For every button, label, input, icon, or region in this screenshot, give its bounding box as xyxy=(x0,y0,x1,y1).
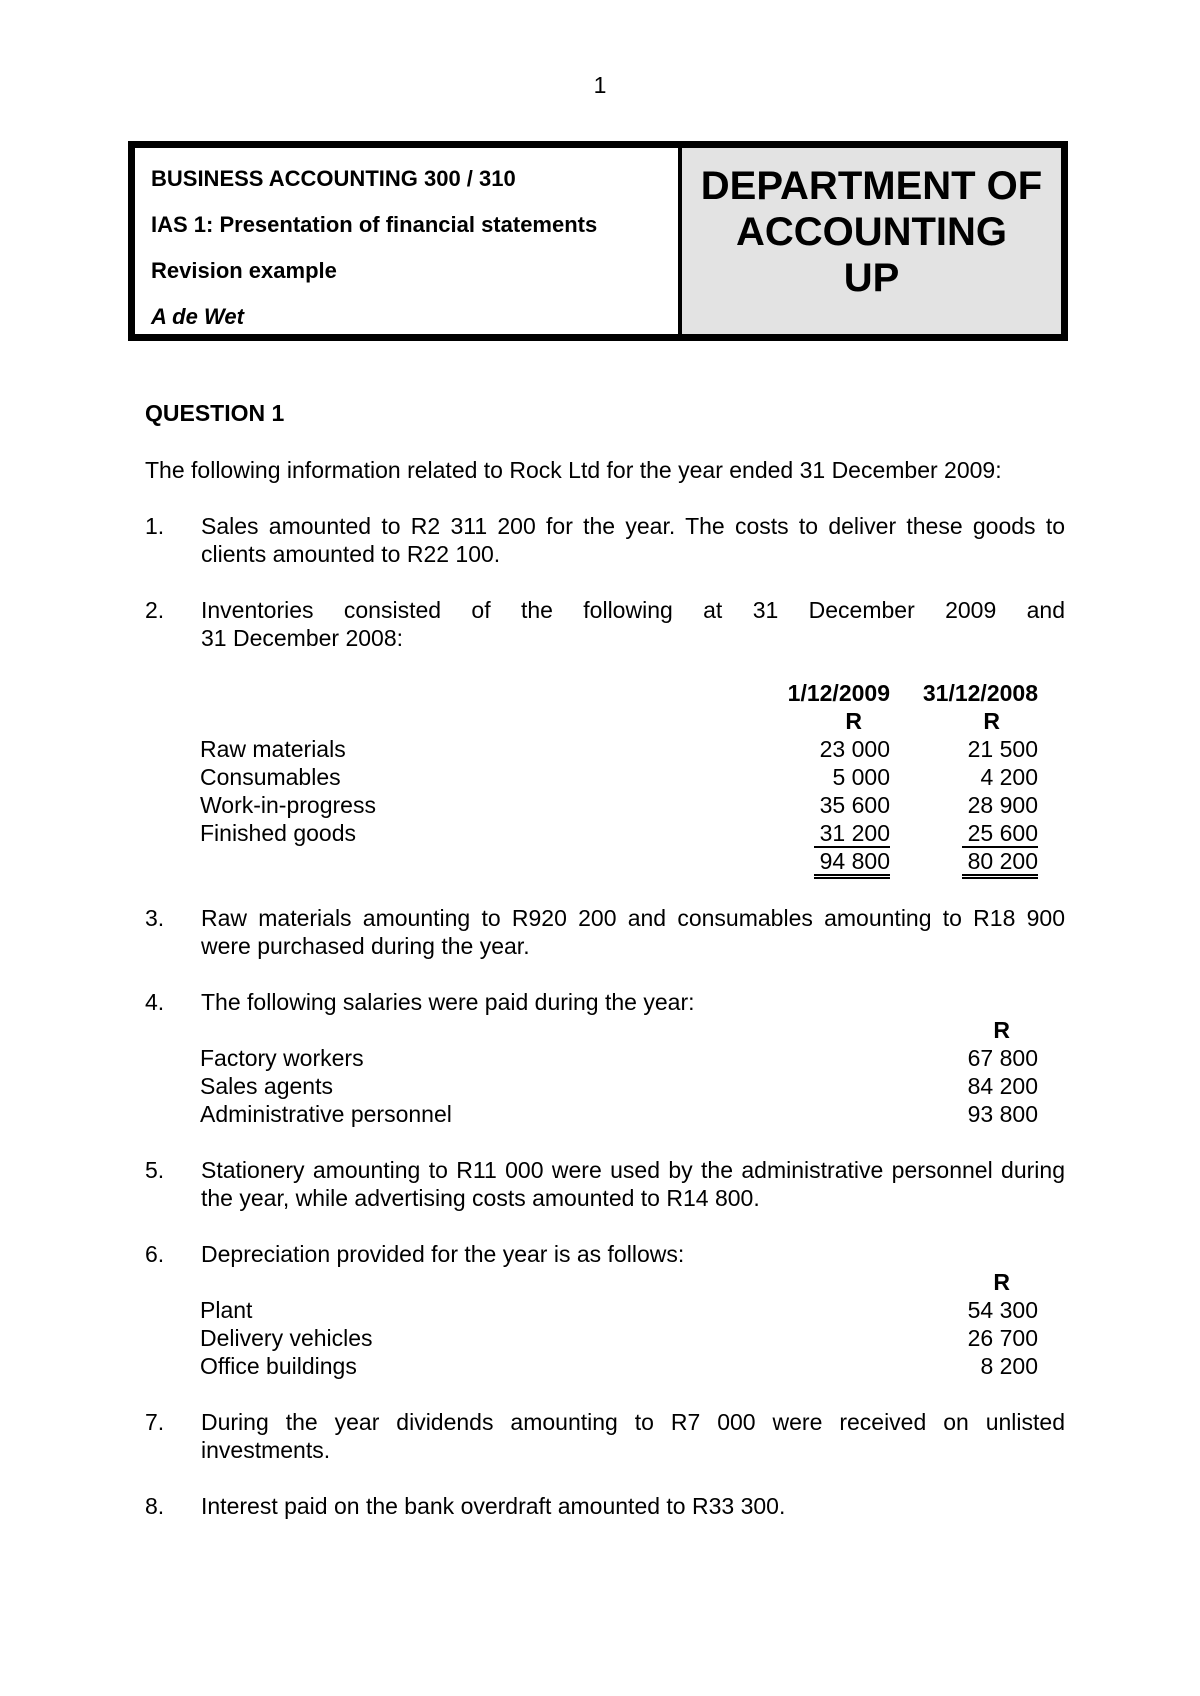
row-label: Consumables xyxy=(200,764,341,790)
item-text: Sales amounted to R2 311 200 for the year. The costs to deliver these goods to clients amounted to R22 100. xyxy=(201,513,1065,567)
total-value: 80 200 xyxy=(962,848,1038,879)
item-2 xyxy=(145,596,1065,652)
item-text: The following salaries were paid during the year: xyxy=(201,989,695,1015)
item-number: 2. xyxy=(145,597,165,623)
item-8 xyxy=(145,1492,1065,1520)
cell-value: 67 800 xyxy=(967,1045,1038,1071)
cell-value: 31 200 xyxy=(814,820,890,848)
row-label: Factory workers xyxy=(200,1045,364,1071)
row-label: Finished goods xyxy=(200,820,356,846)
department-label xyxy=(682,148,1061,334)
item-5 xyxy=(145,1156,1065,1212)
cell-value: 28 900 xyxy=(967,792,1038,818)
currency-label: R xyxy=(993,1017,1010,1043)
row-label: Plant xyxy=(200,1297,253,1323)
item-4 xyxy=(145,988,1065,1016)
cell-value: 4 200 xyxy=(980,764,1038,790)
cell-value: 26 700 xyxy=(967,1325,1038,1351)
column-header: 1/12/2009 xyxy=(787,680,890,706)
item-6 xyxy=(145,1240,1065,1268)
item-number: 3. xyxy=(145,905,165,931)
question-title: QUESTION 1 xyxy=(145,400,285,426)
course-title: BUSINESS ACCOUNTING 300 / 310 xyxy=(151,166,516,191)
currency-label: R xyxy=(983,708,1000,734)
item-text: Raw materials amounting to R920 200 and consumables amounting to R18 900 were purchased during the year. xyxy=(201,905,1065,959)
page-number: 1 xyxy=(593,72,607,98)
item-1 xyxy=(145,512,1065,568)
row-label: Delivery vehicles xyxy=(200,1325,373,1351)
cell-value: 23 000 xyxy=(819,736,890,762)
item-number: 4. xyxy=(145,989,165,1015)
item-number: 8. xyxy=(145,1493,165,1519)
item-number: 6. xyxy=(145,1241,165,1267)
currency-label: R xyxy=(993,1269,1010,1295)
cell-value: 5 000 xyxy=(832,764,890,790)
item-text: Stationery amounting to R11 000 were used by the administrative personnel during the year, while advertising costs amounted to R14 800. xyxy=(201,1157,1065,1211)
cell-value: 84 200 xyxy=(967,1073,1038,1099)
cell-value: 54 300 xyxy=(967,1297,1038,1323)
total-value: 94 800 xyxy=(814,848,890,879)
topic-title: IAS 1: Presentation of financial statements xyxy=(151,212,598,237)
course-header xyxy=(128,141,1068,341)
item-text: During the year dividends amounting to R7 000 were received on unlisted investments. xyxy=(201,1409,1065,1463)
cell-value: 8 200 xyxy=(980,1353,1038,1379)
document-type: Revision example xyxy=(151,258,337,283)
department-line-2: ACCOUNTING xyxy=(735,210,1008,254)
item-number: 1. xyxy=(145,513,165,539)
currency-label: R xyxy=(845,708,862,734)
row-label: Administrative personnel xyxy=(200,1101,452,1127)
item-text-line-1: Inventories consisted of the following at 31 December 2009 and xyxy=(201,597,1065,623)
department-line-1: DEPARTMENT OF xyxy=(700,164,1043,208)
author: A de Wet xyxy=(151,304,244,329)
row-label: Raw materials xyxy=(200,736,346,762)
item-text-line-2: 31 December 2008: xyxy=(201,625,404,651)
cell-value: 25 600 xyxy=(962,820,1038,848)
row-label: Sales agents xyxy=(200,1073,333,1099)
item-3 xyxy=(145,904,1065,960)
department-line-3: UP xyxy=(843,256,900,300)
item-text: Interest paid on the bank overdraft amounted to R33 300. xyxy=(201,1493,786,1519)
column-header: 31/12/2008 xyxy=(922,680,1038,706)
course-info xyxy=(135,148,682,334)
item-number: 7. xyxy=(145,1409,165,1435)
cell-value: 21 500 xyxy=(967,736,1038,762)
row-label: Office buildings xyxy=(200,1353,357,1379)
item-7 xyxy=(145,1408,1065,1464)
row-label: Work-in-progress xyxy=(200,792,376,818)
cell-value: 93 800 xyxy=(967,1101,1038,1127)
cell-value: 35 600 xyxy=(819,792,890,818)
item-number: 5. xyxy=(145,1157,165,1183)
item-text: Depreciation provided for the year is as follows: xyxy=(201,1241,685,1267)
question-intro: The following information related to Rock Ltd for the year ended 31 December 2009: xyxy=(145,457,1002,483)
